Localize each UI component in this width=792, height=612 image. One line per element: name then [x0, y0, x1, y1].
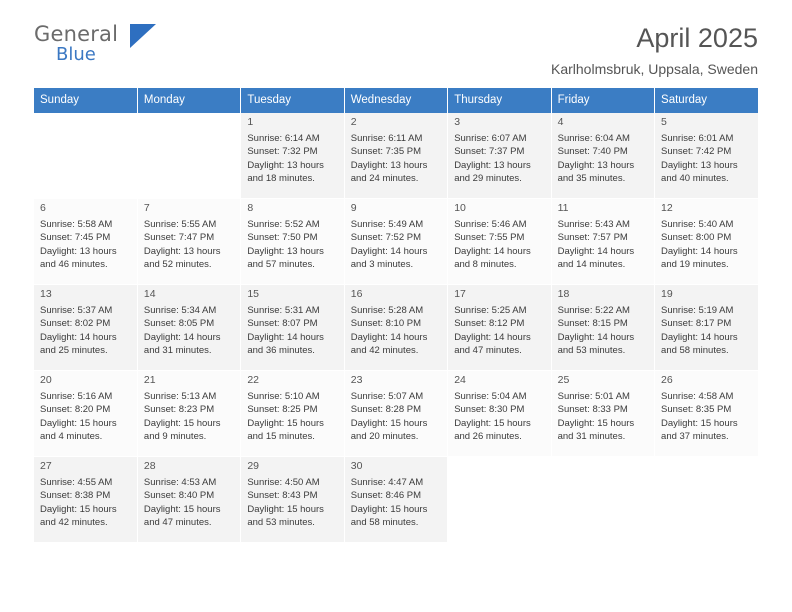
day-detail-line: Daylight: 14 hours	[350, 331, 428, 343]
day-detail-line: Daylight: 15 hours	[661, 417, 738, 429]
calendar-day-cell[interactable]	[137, 457, 240, 543]
weekday-header-thursday: Thursday	[448, 88, 551, 113]
day-detail-line: Sunset: 8:35 PM	[661, 404, 732, 416]
day-number: 30	[350, 460, 363, 472]
day-detail-line: and 9 minutes.	[143, 430, 207, 442]
day-detail-line: Sunrise: 4:58 AM	[661, 391, 734, 403]
calendar-day-cell[interactable]	[344, 113, 447, 199]
day-detail-line: Sunset: 8:10 PM	[350, 318, 421, 330]
day-detail-line: Sunset: 8:02 PM	[40, 318, 111, 330]
day-detail-line: Sunrise: 5:43 AM	[557, 219, 630, 231]
day-detail-line: Sunrise: 5:13 AM	[143, 391, 217, 403]
day-detail-line: and 47 minutes.	[454, 344, 522, 356]
calendar-cell-empty	[137, 113, 240, 199]
day-number: 20	[40, 374, 52, 386]
calendar-day-cell[interactable]	[655, 371, 758, 457]
calendar-week-row	[34, 113, 758, 199]
day-detail-line: Daylight: 13 hours	[661, 159, 738, 171]
day-detail-line: Daylight: 15 hours	[454, 417, 531, 429]
day-number: 19	[661, 288, 673, 300]
day-number: 3	[454, 116, 461, 128]
day-detail-line: Sunset: 7:47 PM	[143, 232, 215, 244]
day-detail-line: Sunset: 8:38 PM	[40, 490, 111, 502]
weekday-header-saturday: Saturday	[655, 88, 758, 113]
day-detail-line: Sunset: 8:07 PM	[247, 318, 318, 330]
calendar-day-cell[interactable]	[551, 199, 654, 285]
day-detail-line: Sunset: 8:12 PM	[454, 318, 525, 330]
flag-icon	[130, 24, 156, 48]
day-detail-line: Daylight: 15 hours	[143, 503, 221, 515]
day-number: 16	[350, 288, 363, 300]
day-detail-line: and 37 minutes.	[661, 430, 729, 442]
calendar-cell-empty	[448, 457, 551, 543]
day-number: 1	[247, 116, 254, 128]
day-detail-line: and 29 minutes.	[454, 172, 522, 184]
calendar-week-row	[34, 457, 758, 543]
day-detail-line: Sunrise: 4:53 AM	[143, 477, 217, 489]
calendar-day-cell[interactable]	[344, 371, 447, 457]
day-detail-line: Sunset: 8:23 PM	[143, 404, 215, 416]
calendar-day-cell[interactable]	[34, 285, 137, 371]
day-detail-line: Daylight: 15 hours	[143, 417, 221, 429]
day-detail-line: Sunset: 8:40 PM	[143, 490, 215, 502]
day-number: 6	[40, 202, 46, 214]
calendar-body	[34, 113, 758, 543]
day-detail-line: and 58 minutes.	[661, 344, 729, 356]
day-detail-line: Sunset: 8:28 PM	[350, 404, 421, 416]
day-number: 10	[454, 202, 466, 214]
day-detail-line: Daylight: 14 hours	[143, 331, 221, 343]
logo-text-blue: Blue	[56, 44, 96, 65]
day-detail-line: Daylight: 14 hours	[350, 245, 428, 257]
calendar-day-cell[interactable]	[448, 371, 551, 457]
weekday-header-monday: Monday	[137, 88, 240, 113]
calendar-day-cell[interactable]	[655, 199, 758, 285]
day-number: 17	[454, 288, 466, 300]
day-detail-line: Sunset: 8:00 PM	[661, 232, 732, 244]
day-detail-line: Sunrise: 5:07 AM	[350, 391, 424, 403]
day-detail-line: Daylight: 15 hours	[40, 417, 117, 429]
day-detail-line: and 24 minutes.	[350, 172, 419, 184]
calendar-day-cell[interactable]	[344, 285, 447, 371]
day-detail-line: Daylight: 15 hours	[350, 417, 428, 429]
day-detail-line: Daylight: 13 hours	[247, 245, 324, 257]
day-detail-line: Daylight: 13 hours	[454, 159, 531, 171]
day-detail-line: Sunrise: 6:07 AM	[454, 133, 527, 145]
day-detail-line: Sunset: 8:20 PM	[40, 404, 111, 416]
day-detail-line: Sunset: 8:46 PM	[350, 490, 421, 502]
calendar-day-cell[interactable]	[137, 371, 240, 457]
day-number: 12	[661, 202, 673, 214]
day-detail-line: Sunset: 8:43 PM	[247, 490, 318, 502]
calendar-day-cell[interactable]	[344, 199, 447, 285]
day-detail-line: Daylight: 14 hours	[40, 331, 117, 343]
day-detail-line: Sunrise: 5:31 AM	[247, 305, 320, 317]
day-detail-line: and 3 minutes.	[350, 258, 414, 270]
day-detail-line: Sunrise: 5:40 AM	[661, 219, 734, 231]
day-detail-line: Sunrise: 5:34 AM	[143, 305, 217, 317]
day-detail-line: Daylight: 13 hours	[143, 245, 221, 257]
day-detail-line: Daylight: 15 hours	[350, 503, 428, 515]
calendar-day-cell[interactable]	[655, 113, 758, 199]
day-number: 27	[40, 460, 52, 472]
calendar-day-cell[interactable]	[241, 113, 344, 199]
day-detail-line: Daylight: 15 hours	[40, 503, 117, 515]
day-number: 28	[143, 460, 156, 472]
day-detail-line: Sunset: 7:37 PM	[454, 146, 525, 158]
day-detail-line: Sunset: 7:52 PM	[350, 232, 421, 244]
day-detail-line: Sunrise: 6:11 AM	[350, 133, 423, 145]
calendar-cell-empty	[551, 457, 654, 543]
day-detail-line: Sunset: 8:17 PM	[661, 318, 732, 330]
calendar-day-cell[interactable]	[448, 285, 551, 371]
day-detail-line: and 52 minutes.	[143, 258, 212, 270]
day-detail-line: Daylight: 13 hours	[350, 159, 428, 171]
day-detail-line: Sunrise: 5:28 AM	[350, 305, 424, 317]
calendar-header-row	[34, 88, 758, 113]
day-detail-line: Daylight: 14 hours	[454, 245, 531, 257]
day-detail-line: Sunset: 7:57 PM	[557, 232, 628, 244]
day-detail-line: Sunrise: 6:01 AM	[661, 133, 734, 145]
day-detail-line: Sunrise: 6:14 AM	[247, 133, 320, 145]
day-detail-line: Sunrise: 5:22 AM	[557, 305, 630, 317]
calendar-day-cell[interactable]	[34, 457, 137, 543]
day-detail-line: and 26 minutes.	[454, 430, 522, 442]
calendar-day-cell[interactable]	[34, 371, 137, 457]
calendar-cell-empty	[34, 113, 137, 199]
calendar-week-row	[34, 285, 758, 371]
calendar-day-cell[interactable]	[448, 199, 551, 285]
day-number: 22	[247, 374, 260, 386]
day-number: 13	[40, 288, 52, 300]
day-detail-line: Sunrise: 4:50 AM	[247, 477, 320, 489]
day-detail-line: and 36 minutes.	[247, 344, 315, 356]
day-detail-line: Sunset: 7:32 PM	[247, 146, 318, 158]
logo[interactable]	[34, 22, 244, 70]
day-detail-line: and 31 minutes.	[557, 430, 626, 442]
day-number: 29	[247, 460, 260, 472]
day-detail-line: Daylight: 13 hours	[557, 159, 635, 171]
day-detail-line: Sunrise: 5:19 AM	[661, 305, 734, 317]
day-detail-line: and 53 minutes.	[247, 516, 315, 528]
day-detail-line: Sunset: 7:35 PM	[350, 146, 421, 158]
day-detail-line: Sunrise: 5:25 AM	[454, 305, 527, 317]
page-subtitle: Karlholmsbruk, Uppsala, Sweden	[551, 61, 758, 78]
day-detail-line: Sunrise: 4:47 AM	[350, 477, 424, 489]
day-detail-line: Daylight: 15 hours	[247, 503, 324, 515]
calendar-day-cell[interactable]	[137, 199, 240, 285]
day-detail-line: and 15 minutes.	[247, 430, 315, 442]
day-detail-line: Sunset: 7:55 PM	[454, 232, 525, 244]
day-number: 23	[350, 374, 363, 386]
day-detail-line: Daylight: 13 hours	[247, 159, 324, 171]
day-number: 25	[557, 374, 570, 386]
day-detail-line: Daylight: 15 hours	[247, 417, 324, 429]
day-detail-line: Sunset: 8:25 PM	[247, 404, 318, 416]
day-detail-line: Sunset: 7:40 PM	[557, 146, 628, 158]
page-header	[34, 0, 758, 78]
day-detail-line: Sunrise: 5:49 AM	[350, 219, 424, 231]
day-detail-line: Sunset: 8:05 PM	[143, 318, 215, 330]
calendar-day-cell[interactable]	[241, 285, 344, 371]
day-detail-line: Daylight: 14 hours	[557, 331, 635, 343]
day-detail-line: Daylight: 14 hours	[454, 331, 531, 343]
day-detail-line: and 47 minutes.	[143, 516, 212, 528]
logo-text-general: General	[34, 22, 119, 46]
day-detail-line: and 46 minutes.	[40, 258, 108, 270]
day-number: 7	[143, 202, 150, 214]
day-detail-line: Daylight: 14 hours	[247, 331, 324, 343]
day-detail-line: and 4 minutes.	[40, 430, 103, 442]
calendar-week-row	[34, 371, 758, 457]
day-detail-line: and 18 minutes.	[247, 172, 315, 184]
calendar-day-cell[interactable]	[551, 371, 654, 457]
day-detail-line: and 20 minutes.	[350, 430, 419, 442]
day-detail-line: and 42 minutes.	[350, 344, 419, 356]
day-number: 26	[661, 374, 673, 386]
day-detail-line: Sunset: 7:50 PM	[247, 232, 318, 244]
day-detail-line: and 31 minutes.	[143, 344, 212, 356]
calendar-day-cell[interactable]	[344, 457, 447, 543]
day-detail-line: Sunrise: 5:16 AM	[40, 391, 113, 403]
day-detail-line: Daylight: 14 hours	[661, 331, 738, 343]
page-title: April 2025	[636, 23, 758, 53]
day-detail-line: Sunrise: 5:52 AM	[247, 219, 320, 231]
day-detail-line: and 14 minutes.	[557, 258, 626, 270]
calendar-week-row	[34, 199, 758, 285]
day-number: 18	[557, 288, 570, 300]
day-detail-line: Sunset: 8:33 PM	[557, 404, 628, 416]
calendar-day-cell[interactable]	[551, 285, 654, 371]
day-detail-line: Sunrise: 5:01 AM	[557, 391, 630, 403]
calendar-day-cell[interactable]	[551, 113, 654, 199]
day-detail-line: and 57 minutes.	[247, 258, 315, 270]
day-detail-line: Daylight: 15 hours	[557, 417, 635, 429]
day-detail-line: and 42 minutes.	[40, 516, 108, 528]
calendar-day-cell[interactable]	[241, 371, 344, 457]
day-detail-line: and 25 minutes.	[40, 344, 108, 356]
day-detail-line: and 19 minutes.	[661, 258, 729, 270]
calendar-table	[34, 88, 758, 543]
weekday-header-sunday: Sunday	[34, 88, 137, 113]
calendar-day-cell[interactable]	[448, 113, 551, 199]
calendar-day-cell[interactable]	[241, 457, 344, 543]
day-number: 15	[247, 288, 260, 300]
day-detail-line: Sunrise: 5:58 AM	[40, 219, 113, 231]
day-detail-line: Sunrise: 5:10 AM	[247, 391, 320, 403]
day-detail-line: Sunset: 7:45 PM	[40, 232, 111, 244]
day-number: 5	[661, 116, 667, 128]
day-number: 9	[350, 202, 357, 214]
calendar-day-cell[interactable]	[655, 285, 758, 371]
day-number: 2	[350, 116, 357, 128]
calendar-day-cell[interactable]	[137, 285, 240, 371]
day-detail-line: Sunrise: 5:37 AM	[40, 305, 113, 317]
calendar-day-cell[interactable]	[241, 199, 344, 285]
day-detail-line: and 40 minutes.	[661, 172, 729, 184]
weekday-header-friday: Friday	[551, 88, 654, 113]
day-number: 21	[143, 374, 156, 386]
day-detail-line: and 58 minutes.	[350, 516, 419, 528]
day-number: 11	[557, 202, 569, 214]
day-detail-line: Sunset: 8:30 PM	[454, 404, 525, 416]
day-detail-line: Sunrise: 5:04 AM	[454, 391, 527, 403]
day-detail-line: and 8 minutes.	[454, 258, 517, 270]
day-detail-line: Sunrise: 5:46 AM	[454, 219, 527, 231]
day-number: 14	[143, 288, 156, 300]
day-detail-line: Sunrise: 6:04 AM	[557, 133, 630, 145]
weekday-header-tuesday: Tuesday	[241, 88, 344, 113]
day-detail-line: and 53 minutes.	[557, 344, 626, 356]
day-detail-line: and 35 minutes.	[557, 172, 626, 184]
day-number: 8	[247, 202, 254, 214]
day-detail-line: Daylight: 13 hours	[40, 245, 117, 257]
day-detail-line: Daylight: 14 hours	[661, 245, 738, 257]
day-number: 4	[557, 116, 564, 128]
day-detail-line: Sunset: 7:42 PM	[661, 146, 732, 158]
day-detail-line: Daylight: 14 hours	[557, 245, 635, 257]
calendar-day-cell[interactable]	[34, 199, 137, 285]
day-detail-line: Sunrise: 4:55 AM	[40, 477, 113, 489]
day-detail-line: Sunset: 8:15 PM	[557, 318, 628, 330]
day-detail-line: Sunrise: 5:55 AM	[143, 219, 217, 231]
weekday-header-wednesday: Wednesday	[344, 88, 447, 113]
calendar-cell-empty	[655, 457, 758, 543]
day-number: 24	[454, 374, 466, 386]
